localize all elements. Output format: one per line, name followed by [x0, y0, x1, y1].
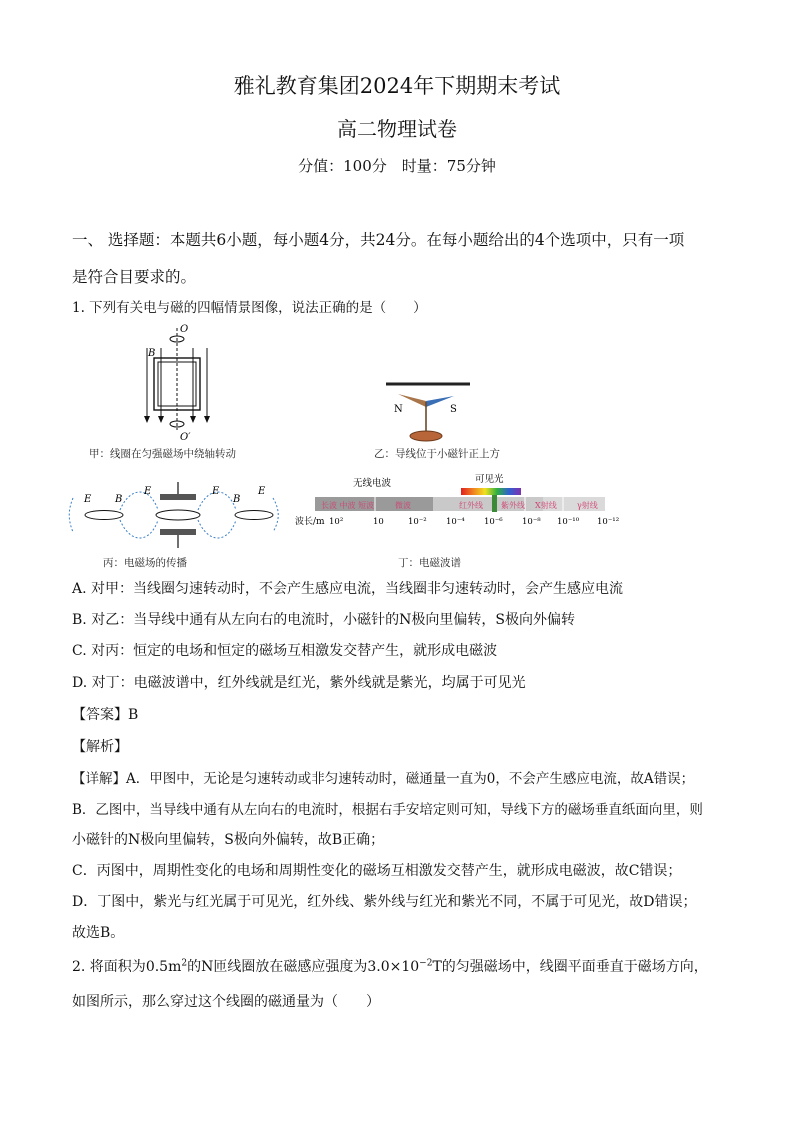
- electric-loops: [85, 510, 273, 520]
- label-b-1: B: [115, 494, 123, 505]
- band-label-micro: 微波: [395, 501, 411, 510]
- tick-label: 10⁻²: [408, 517, 427, 527]
- answer: 【答案】B: [72, 707, 139, 723]
- tick-label: 10²: [329, 517, 344, 527]
- capacitor-plate-bottom: [160, 529, 196, 535]
- band-visible: [492, 495, 497, 512]
- option-a: A. 对甲：当线圈匀速转动时，不会产生感应电流，当线圈非匀速转动时，会产生感应电流: [72, 581, 624, 597]
- band-label-xray: X射线: [535, 501, 557, 510]
- q2-text: 的N匝线圈放在磁感应强度为: [187, 959, 368, 975]
- option-c: C. 对丙：恒定的电场和恒定的磁场互相激发交替产生，就形成电磁波: [72, 643, 498, 659]
- analysis-line: D．丁图中，紫光与红光属于可见光，红外线、紫外线与红光和紫光不同，不属于可见光，故D错误；: [72, 894, 697, 910]
- tick-label: 10⁻⁸: [522, 517, 541, 527]
- caption-ding: 丁：电磁波谱: [398, 557, 461, 569]
- section-heading-line2: 是符合目要求的。: [72, 268, 197, 286]
- option-b: B. 对乙：当导线中通有从左向右的电流时，小磁针的N极向里偏转，S极向外偏转: [72, 612, 576, 628]
- visible-spectrum: [461, 488, 521, 495]
- label-north: N: [394, 404, 403, 415]
- question-2-line1: [72, 956, 708, 976]
- label-e-3: E: [212, 486, 220, 497]
- section-heading-line1: 一、 选择题：本题共6小题，每小题4分，共24分。在每小题给出的4个选项中，只有一项: [72, 231, 685, 249]
- exam-meta: 分值：100分 时量：75分钟: [298, 157, 496, 175]
- analysis-line: C．丙图中，周期性变化的电场和周期性变化的磁场互相激发交替产生，就形成电磁波，故C错误；: [72, 863, 682, 879]
- analysis-line: 【详解】A．甲图中，无论是匀速转动或非匀速转动时，磁通量一直为0，不会产生感应电流，故A错误；: [72, 771, 695, 787]
- tick-label: 10⁻¹⁰: [557, 517, 580, 527]
- capacitor-plate-top: [160, 494, 196, 500]
- q2-field: 3.0×10: [367, 959, 420, 975]
- caption-jia: 甲：线圈在匀强磁场中绕轴转动: [89, 448, 236, 460]
- caption-yi: 乙：导线位于小磁针正上方: [374, 448, 500, 460]
- tick-label: 10⁻⁶: [484, 517, 503, 527]
- q2-field-unit: T: [432, 959, 442, 975]
- tick-label: 10: [373, 517, 384, 527]
- band-ir: [433, 497, 543, 511]
- analysis-line: 小磁针的N极向里偏转，S极向外偏转，故B正确；: [72, 832, 385, 848]
- tick-label: 10⁻⁴: [446, 517, 465, 527]
- analysis-line: 故选B。: [72, 925, 125, 941]
- band-label-ir: 红外线: [459, 501, 483, 510]
- caption-bing: 丙：电磁场的传播: [103, 557, 187, 569]
- label-b-2: B: [233, 494, 241, 505]
- option-d: D. 对丁：电磁波谱中，红外线就是红光，紫外线就是紫光，均属于可见光: [72, 675, 526, 691]
- label-e-4: E: [258, 486, 266, 497]
- q2-area-exp: 2: [181, 958, 188, 969]
- field-label-b: B: [148, 348, 156, 359]
- label-e-2: E: [144, 486, 152, 497]
- label-radio: 无线电波: [353, 478, 392, 489]
- band-label-gamma: γ射线: [577, 501, 598, 510]
- band-label-long: 长波 中波 短波: [321, 501, 375, 510]
- label-e-1: E: [84, 494, 92, 505]
- axis-label-o-prime: O′: [180, 432, 191, 443]
- label-south: S: [450, 404, 457, 415]
- exam-subtitle: 高二物理试卷: [337, 117, 457, 141]
- figure-ding: [295, 472, 625, 532]
- axis-label-wavelength: 波长/m: [295, 517, 325, 527]
- band-label-uv: 紫外线: [501, 501, 525, 510]
- q2-field-exp: −2: [419, 958, 433, 969]
- q2-text: 2. 将面积为: [72, 959, 146, 975]
- question-2-line2: 如图所示，那么穿过这个线圈的磁通量为（ ）: [72, 994, 380, 1010]
- exam-title: 雅礼教育集团2024年下期期末考试: [233, 74, 561, 98]
- tick-label: 10⁻¹²: [597, 517, 620, 527]
- figure-jia: [120, 320, 260, 445]
- q2-area: 0.5m: [145, 959, 182, 975]
- axis-label-o: O: [180, 324, 189, 335]
- compass-base: [410, 431, 442, 441]
- figure-yi: [380, 372, 480, 452]
- q2-text: 的匀强磁场中，线圈平面垂直于磁场方向，: [441, 959, 708, 975]
- analysis-title: 【解析】: [72, 739, 128, 755]
- analysis-line: B．乙图中，当导线中通有从左向右的电流时，根据右手安培定则可知，导线下方的磁场垂直纸面向里，则: [72, 802, 703, 818]
- figure-bing: [68, 480, 288, 550]
- label-visible: 可见光: [475, 474, 504, 485]
- question-1-stem: 1. 下列有关电与磁的四幅情景图像，说法正确的是（ ）: [72, 300, 427, 316]
